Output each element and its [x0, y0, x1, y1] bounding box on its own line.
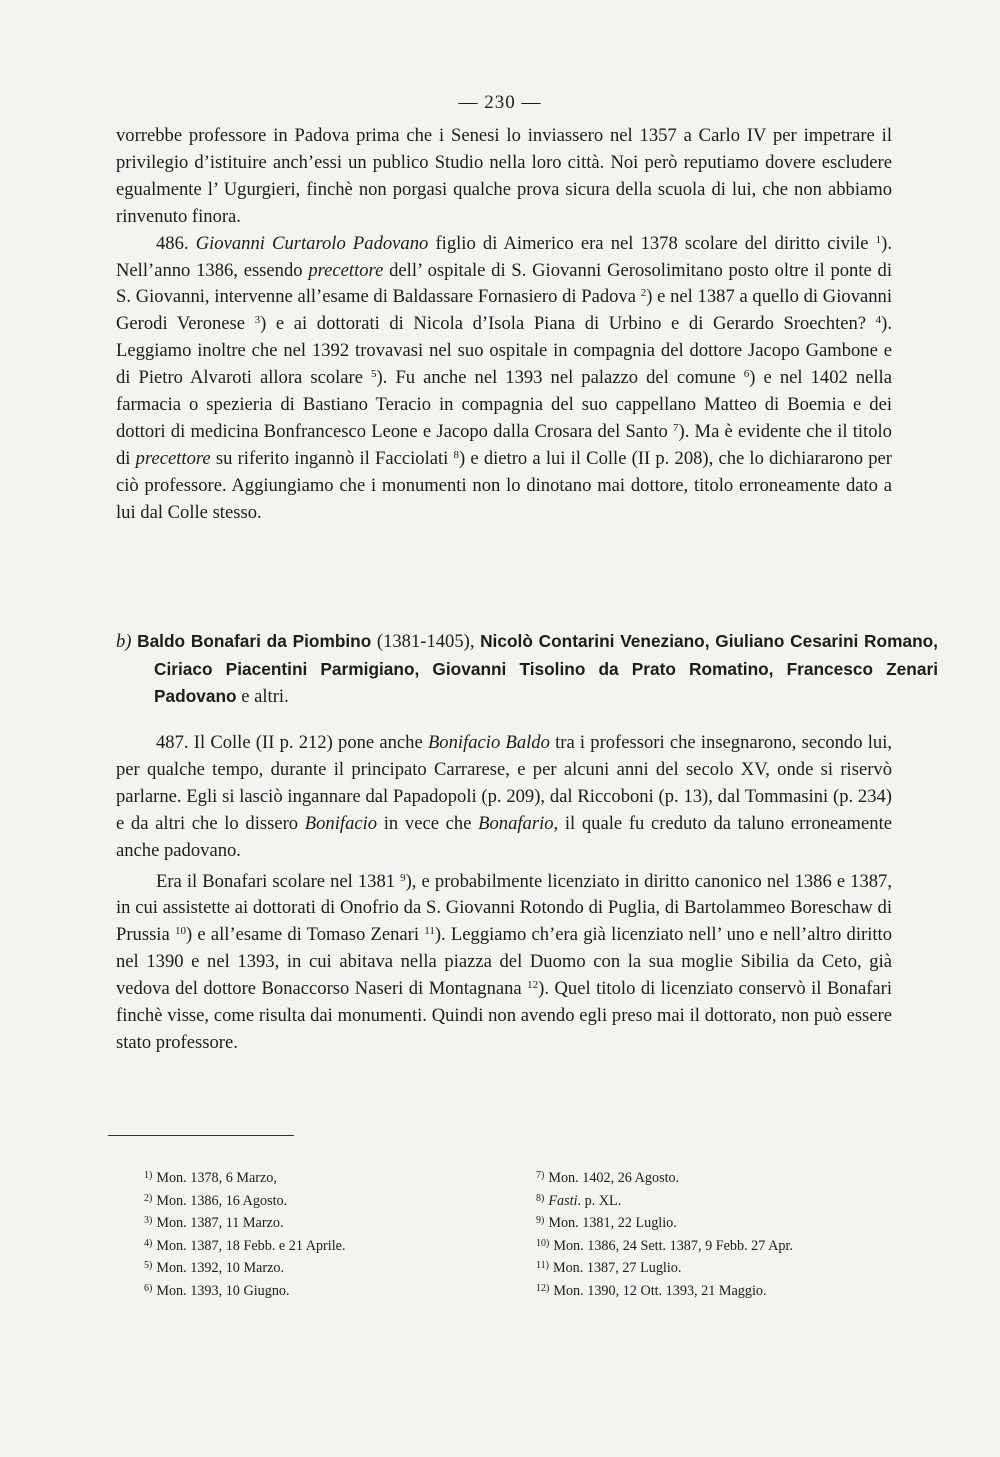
text-run: ) e dietro a lui il Colle (II p. 208), che lo dichiararono per ciò professore. Aggiungiamo che i monumenti non lo dinotano mai dottore, titolo erroneamente dato a lui dal Colle stesso. — [116, 447, 892, 523]
footnote-mark: 6) — [144, 1282, 153, 1294]
footnote-mark: 1) — [144, 1170, 153, 1181]
text-run: e altri. — [236, 686, 289, 707]
footnote-ref: 12 — [527, 979, 539, 992]
footnote-mark: 12) — [536, 1282, 550, 1294]
footnote-mark: 10) — [536, 1237, 550, 1249]
section-label: b) — [116, 631, 132, 652]
text-run: 486. — [156, 232, 196, 254]
text-run: ) e nel 1402 nella farmacia o spezieria di Bastiano Teracio in compagnia del suo cappellano Matteo di Boemia e dei dottori di medicina Bonfrancesco Leone e Jacopo dalla Crosara del Santo — [116, 367, 892, 442]
text-run: vorrebbe professore in Padova prima che i Senesi lo inviassero nel 1357 a Carlo IV per impetrare il privilegio d’istituire anch’essi un publico Studio nella loro città. Noi però reputiamo dovere escludere egualmente l’ Ugurgieri, finchè non porgasi qualche prova sicura della scuola di lui, che non abbiamo rinvenuto finora. — [116, 125, 892, 227]
footnote — [144, 1279, 474, 1302]
footnote-mark: 11) — [536, 1260, 549, 1272]
text-run: Mon. 1387, 18 Febb. e 21 Aprile. — [156, 1237, 346, 1254]
footnote-mark: 5) — [144, 1260, 153, 1272]
text-run: tra i professori che insegnarono, secondo lui, per qualche tempo, durante il principato Carrarese, e per alcuni anni del secolo XV, onde si riservò parlarne. Egli si lasciò ingannare dal Papadopoli (p. 209), dal Riccoboni (p. 13), dal Tommasini (p. 234) e da altri che lo dissero — [116, 732, 893, 834]
text-run: Mon. 1378, 6 Marzo, — [156, 1170, 277, 1186]
text-run: ), e probabilmente licenziato in diritto canonico nel 1386 e 1387, in cui assistette ai dottorati di Onofrio da S. Giovanni Rotondo di Puglia, di Bartolammeo Boreschaw di Prussia — [116, 870, 892, 946]
text-run: Mon. 1390, 12 Ott. 1393, 21 Maggio. — [553, 1282, 767, 1299]
italic-text: Bonafario — [478, 812, 554, 834]
footnote-ref: 4 — [875, 314, 882, 327]
text-run: Mon. 1387, 11 Marzo. — [156, 1215, 284, 1232]
footnote-mark: 2) — [144, 1192, 153, 1204]
footnote-ref: 8 — [453, 448, 460, 461]
paragraph — [116, 869, 892, 1057]
footnote — [536, 1166, 896, 1189]
footnote-ref: 7 — [673, 421, 679, 434]
text-run: dell’ ospitale di S. Giovanni Gerosolimitano posto oltre il ponte di S. Giovanni, intervenne all’esame di Baldassare Fornasiero di Padova — [116, 259, 892, 308]
footnote — [536, 1234, 896, 1257]
footnote-divider — [108, 1135, 294, 1136]
text-run: ). Quel titolo di licenziato conservò il Bonafari finchè visse, come risulta dai monumenti. Quindi non avendo egli preso mai il dottorato, non può essere stato professore. — [116, 978, 892, 1053]
italic-text: Bonifacio Baldo — [427, 732, 550, 753]
italic-text: precettore — [308, 259, 384, 281]
text-run: ) e nel 1387 a quello di Giovanni Gerodi Veronese — [116, 286, 892, 335]
body-text — [116, 123, 892, 527]
text-run: ). Leggiamo ch’era già licenziato nell’ uno e nell’altro diritto nel 1390 e nel 1393, in cui abitava nella piazza del Duomo con la sua moglie Sibilia da Ceto, già vedova del dottore Bonaccorso Naseri di Montagnana — [116, 924, 892, 1000]
text-run: . p. XL. — [577, 1192, 622, 1209]
paragraph — [116, 231, 892, 527]
text-run: ). Nell’anno 1386, essendo — [116, 232, 893, 281]
text-run: ) e all’esame di Tomaso Zenari — [185, 924, 425, 946]
footnote — [144, 1166, 474, 1189]
italic-text: Bonifacio — [304, 812, 378, 834]
text-run: Mon. 1392, 10 Marzo. — [156, 1260, 285, 1277]
paragraph — [116, 123, 892, 231]
text-run: (1381-1405), — [371, 631, 481, 652]
text-run: Mon. 1386, 24 Sett. 1387, 9 Febb. 27 Apr. — [553, 1237, 793, 1254]
text-run: figlio di Aimerico era nel 1378 scolare del diritto civile — [428, 232, 876, 254]
footnote-mark: 3) — [144, 1215, 153, 1227]
text-run: 487. Il Colle (II p. 212) pone anche — [156, 732, 428, 753]
footnote — [536, 1256, 896, 1279]
text-run: , il quale fu creduto da taluno erroneamente anche padovano. — [116, 812, 892, 861]
section-heading — [116, 628, 938, 711]
footnote-ref: 9 — [400, 871, 406, 884]
bold-text: Baldo Bonafari da Piombino — [137, 631, 372, 651]
text-run: Mon. 1381, 22 Luglio. — [548, 1215, 677, 1232]
text-run: ). Fu anche nel 1393 nel palazzo del comune — [376, 367, 744, 389]
footnote — [144, 1234, 474, 1257]
footnote-ref: 6 — [743, 368, 750, 381]
text-run: ) e ai dottorati di Nicola d’Isola Piana di Urbino e di Gerardo Sroechten? — [260, 313, 876, 335]
footnote-mark: 9) — [536, 1215, 545, 1227]
footnote-mark: 4) — [144, 1237, 153, 1249]
text-run: ). Ma è evidente che il titolo di — [116, 420, 892, 469]
footnote — [144, 1211, 474, 1234]
text-run: in vece che — [377, 812, 479, 834]
bold-text: Nicolò Contarini Veneziano, Giuliano Cesarini Romano, Ciriaco Piacentini Parmigiano, Giovanni Tisolino da Prato Romatino, Francesco Zenari Padovano — [154, 631, 938, 706]
page-number: — 230 — — [458, 92, 542, 113]
footnote — [536, 1211, 896, 1234]
footnote — [536, 1189, 896, 1212]
italic-text: Fasti — [548, 1192, 578, 1209]
footnote-ref: 10 — [174, 925, 186, 938]
footnote-mark: 8) — [536, 1192, 545, 1204]
footnote — [536, 1279, 896, 1302]
footnote-ref: 5 — [371, 368, 377, 381]
footnote — [144, 1189, 474, 1212]
section-text — [116, 730, 892, 1057]
footnote-ref: 2 — [640, 287, 647, 300]
italic-text: Giovanni Curtarolo Padovano — [195, 232, 429, 254]
paragraph — [116, 730, 892, 865]
footnote-ref: 11 — [424, 925, 435, 938]
text-run: Mon. 1393, 10 Giugno. — [156, 1282, 290, 1299]
text-run: su riferito ingannò il Facciolati — [210, 447, 454, 469]
footnote-ref: 3 — [254, 314, 261, 327]
footnote-ref: 1 — [875, 233, 882, 246]
text-run: ). Leggiamo inoltre che nel 1392 trovavasi nel suo ospitale in compagnia del dottore Jacopo Gambone e di Pietro Alvaroti allora scolare — [116, 313, 892, 389]
text-run: Mon. 1386, 16 Agosto. — [156, 1192, 288, 1209]
text-run: Mon. 1402, 26 Agosto. — [548, 1170, 680, 1186]
footnote — [144, 1256, 474, 1279]
text-run: Era il Bonafari scolare nel 1381 — [156, 870, 401, 892]
footnotes-left — [144, 1166, 474, 1302]
footnotes-right — [536, 1166, 896, 1302]
text-run: Mon. 1387, 27 Luglio. — [552, 1260, 682, 1277]
section-title — [137, 631, 938, 707]
footnote-mark: 7) — [536, 1170, 545, 1181]
italic-text: precettore — [135, 447, 211, 469]
